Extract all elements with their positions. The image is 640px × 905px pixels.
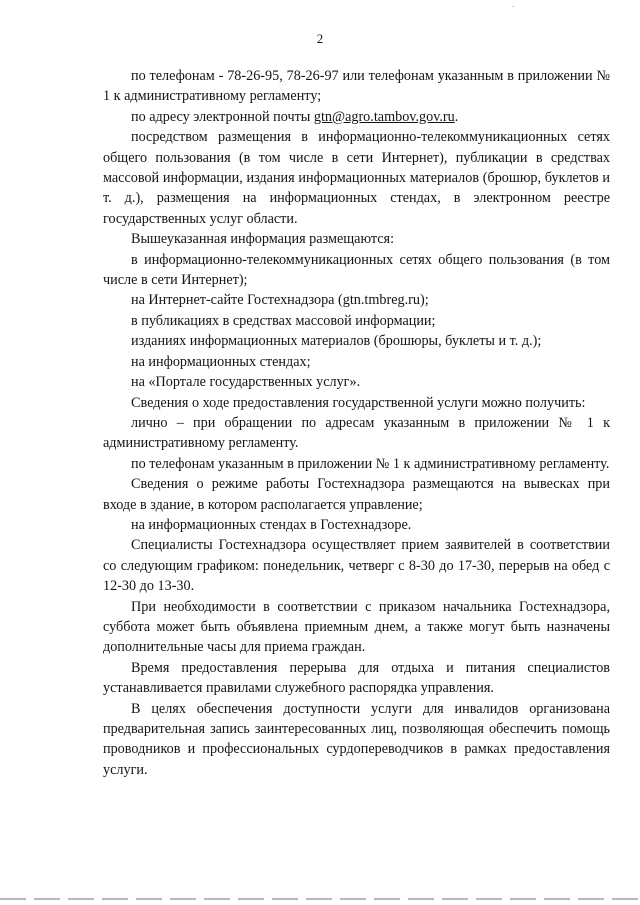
paragraph-in-person: лично – при обращении по адресам указанным в приложении № 1 к административному регламенту. [103,414,610,452]
paragraph-break: Время предоставления перерыва для отдыха и питания специалистов устанавливается правилами служебного распорядка управления. [103,659,610,697]
paragraph-by-phone: по телефонам указанным в приложении № 1 к административному регламенту. [131,455,610,472]
paragraph-progress: Сведения о ходе предоставления государственной услуги можно получить: [131,394,586,411]
email-link[interactable]: gtn@agro.tambov.gov.ru [313,108,455,125]
paragraph-stands: на информационных стендах; [131,353,311,370]
paragraph-schedule-signs: Сведения о режиме работы Гостехнадзора размещаются на вывесках при входе в здание, в котором располагается управление; [103,476,610,513]
scan-edge-artifact [0,898,640,900]
paragraph-materials: изданиях информационных материалов (брошюры, буклеты и т. д.); [131,333,542,350]
paragraph-info-placed: Вышеуказанная информация размещаются: [131,231,395,248]
paragraph-media: в публикациях в средствах массовой информации; [131,312,436,329]
scan-artifact [512,6,514,7]
document-body [103,66,610,780]
email-suffix: . [454,108,459,125]
paragraph-schedule-stands: на информационных стендах в Гостехнадзоре. [131,516,412,533]
page-number: 2 [316,31,324,46]
paragraph-website: на Интернет-сайте Гостехнадзора (gtn.tmbreg.ru); [131,292,429,309]
email-prefix: по адресу электронной почты [131,108,314,125]
paragraph-networks: в информационно-телекоммуникационных сетях общего пользования (в том числе в сети Интернет); [103,251,610,289]
paragraph-phones: по телефонам - 78-26-95, 78-26-97 или телефонам указанным в приложении № 1 к административному регламенту; [103,68,610,105]
paragraph-email [103,107,610,127]
paragraph-accessibility: В целях обеспечения доступности услуги для инвалидов организована предварительная запись заинтересованных лиц, позволяющая обеспечить помощь проводников и профессиональных сурдопереводчиков в рамках предоставления услуги. [103,700,610,778]
paragraph-saturday: При необходимости в соответствии с приказом начальника Гостехнадзора, суббота может быть объявлена приемным днем, а также могут быть назначены дополнительные часы для приема граждан. [103,598,610,656]
paragraph-portal: на «Портале государственных услуг». [131,374,361,391]
paragraph-publication: посредством размещения в информационно-телекоммуникационных сетях общего пользования (в том числе в сети Интернет), публикации в средствах массовой информации, издания информационных материалов (брошюр, буклетов и т. д.), размещения на информационных стендах, в электронном реестре государственных услуг области. [103,129,610,227]
paragraph-reception-hours: Специалисты Гостехнадзора осуществляет прием заявителей в соответствии со следующим графиком: понедельник, четверг с 8-30 до 17-30, перерыв на обед с 12-30 до 13-30. [103,537,610,595]
